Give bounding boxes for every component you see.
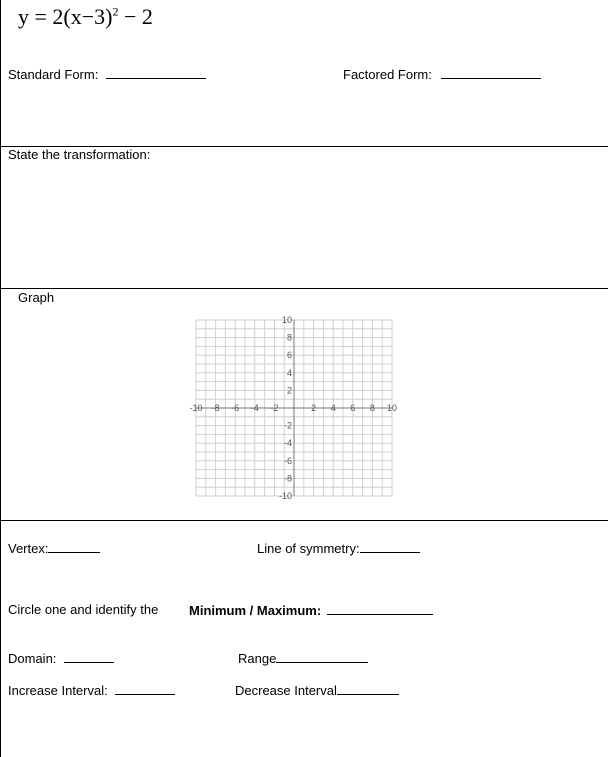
vertex-blank[interactable] <box>48 540 100 553</box>
range-row <box>238 650 368 666</box>
increase-blank[interactable] <box>115 682 175 695</box>
equation-exponent: 2 <box>112 4 119 19</box>
divider-3 <box>0 520 608 521</box>
factored-form-label: Factored Form: <box>343 67 432 82</box>
equation-lhs: y = 2(x−3) <box>18 4 113 29</box>
y-tick-label: -2 <box>283 420 292 431</box>
equation-rhs: − 2 <box>118 4 153 29</box>
min-max-blank[interactable] <box>327 602 433 615</box>
min-max-prefix: Circle one and identify the <box>8 602 159 617</box>
equation <box>18 4 153 30</box>
y-tick-label: -6 <box>283 455 292 466</box>
line-of-symmetry-blank[interactable] <box>360 540 420 553</box>
y-tick-label: 6 <box>286 350 292 361</box>
y-tick-label: -10 <box>278 491 292 501</box>
increase-row <box>8 682 175 698</box>
x-tick-label: -8 <box>211 403 220 413</box>
x-tick-label: -4 <box>250 403 259 413</box>
y-tick-label: -4 <box>283 438 292 449</box>
y-tick-label: 4 <box>286 367 292 378</box>
standard-form-blank[interactable] <box>106 66 206 79</box>
min-max-choice[interactable]: Minimum / Maximum: <box>189 603 322 618</box>
line-of-symmetry-label: Line of symmetry: <box>257 541 360 556</box>
y-tick-label: 10 <box>281 315 292 325</box>
factored-form-blank[interactable] <box>441 66 541 79</box>
divider-2 <box>0 288 608 289</box>
y-tick-label: -8 <box>283 473 292 484</box>
x-tick-label: -2 <box>270 403 279 413</box>
standard-form-row <box>8 66 206 82</box>
domain-label: Domain: <box>8 651 57 666</box>
factored-form-row <box>343 66 541 82</box>
x-tick-label: 10 <box>386 403 398 413</box>
increase-label: Increase Interval: <box>8 683 108 698</box>
domain-row <box>8 650 114 666</box>
range-blank[interactable] <box>276 650 368 663</box>
y-tick-label: 2 <box>286 385 292 396</box>
decrease-label: Decrease Interval <box>235 683 337 698</box>
y-tick-label: 8 <box>286 332 292 343</box>
x-tick-label: 4 <box>330 403 336 413</box>
min-max-row <box>189 602 433 618</box>
x-tick-label: 6 <box>350 403 356 413</box>
x-tick-label: -6 <box>231 403 240 413</box>
decrease-blank[interactable] <box>337 682 399 695</box>
transformation-label: State the transformation: <box>8 147 151 162</box>
range-label: Range <box>238 651 277 666</box>
line-of-symmetry-row <box>257 540 420 556</box>
vertex-row <box>8 540 100 556</box>
left-border <box>0 0 1 757</box>
vertex-label: Vertex: <box>8 541 49 556</box>
x-tick-label: 8 <box>369 403 375 413</box>
x-tick-label: 2 <box>311 403 317 413</box>
standard-form-label: Standard Form: <box>8 67 99 82</box>
decrease-row <box>235 682 399 698</box>
domain-blank[interactable] <box>64 650 114 663</box>
x-tick-label: -10 <box>189 403 203 413</box>
coordinate-grid[interactable] <box>180 312 410 502</box>
graph-label: Graph <box>18 290 55 305</box>
